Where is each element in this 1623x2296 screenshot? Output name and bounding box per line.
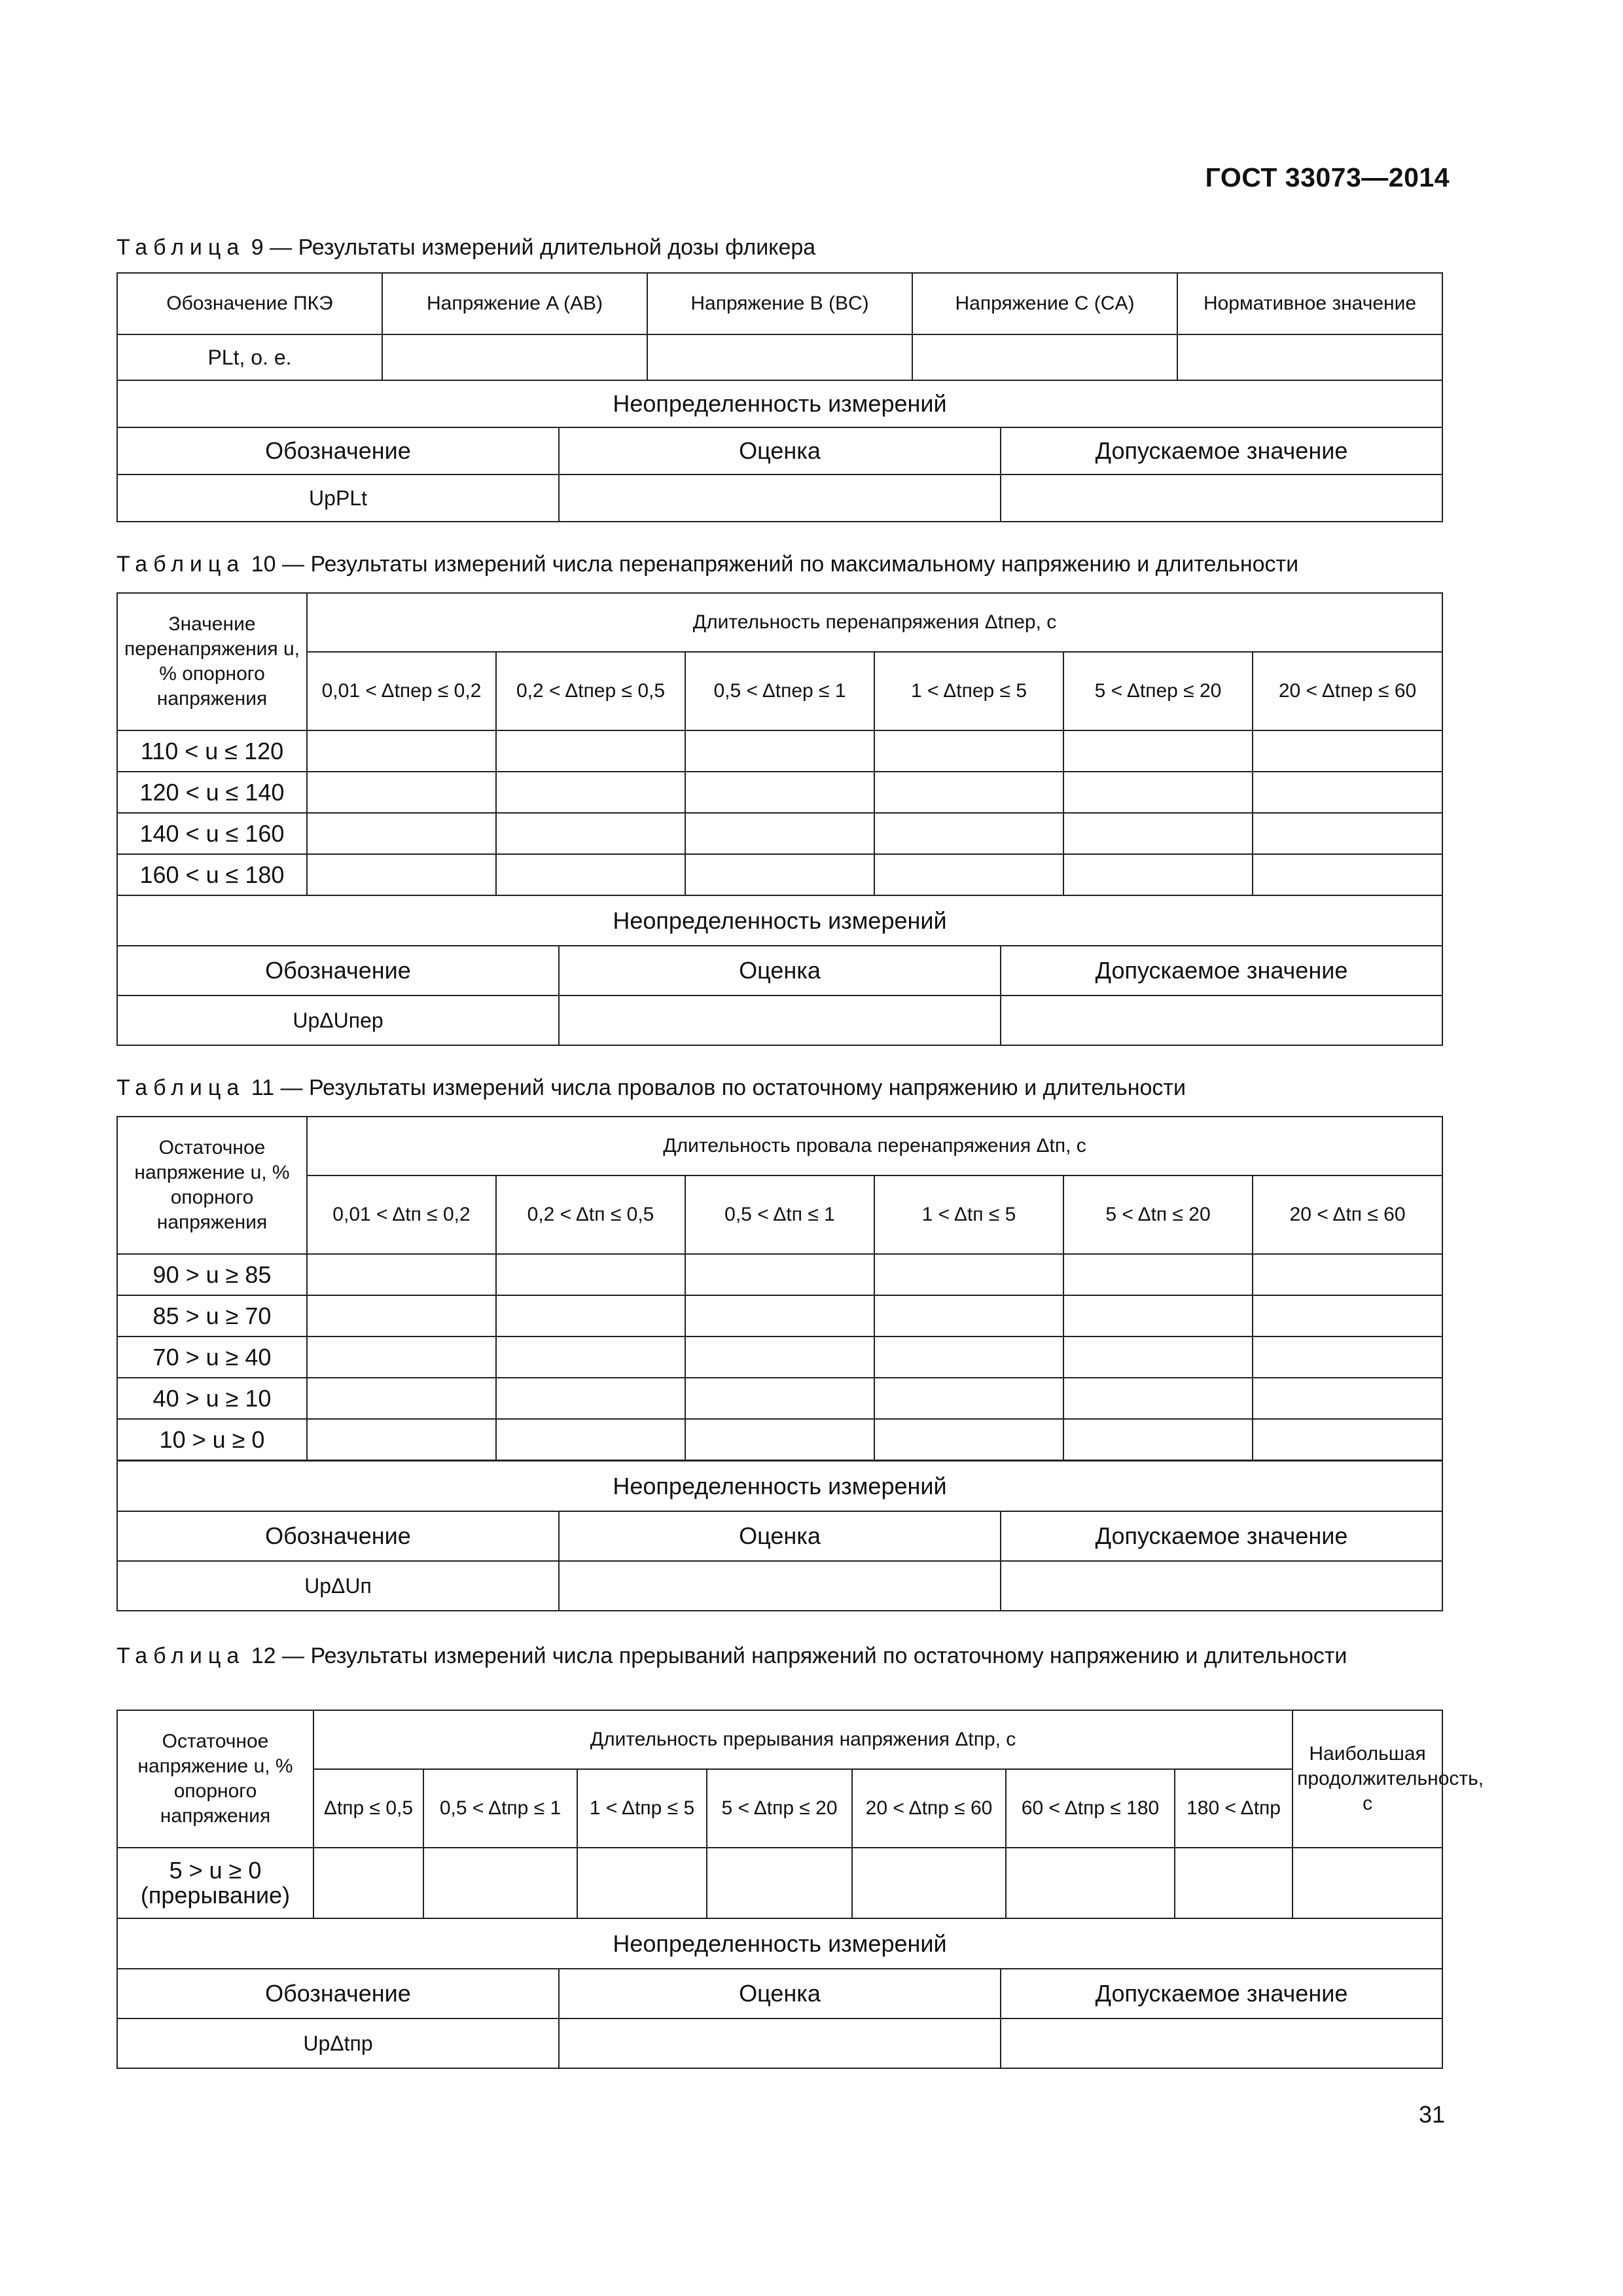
table10-col-header: 20 < Δtпер ≤ 60 (1253, 652, 1442, 730)
table10 (116, 592, 1443, 896)
col-allowed: Допускаемое значение (1001, 1511, 1442, 1561)
table-cell (1177, 334, 1442, 380)
table11-col-header: 1 < Δtп ≤ 5 (874, 1175, 1063, 1254)
table-row (117, 1254, 1442, 1295)
table10-col-header: 5 < Δtпер ≤ 20 (1063, 652, 1253, 730)
table11-row-label: 70 > u ≥ 40 (117, 1336, 307, 1378)
table10-row-label: 140 < u ≤ 160 (117, 813, 307, 854)
table11-row-label: 40 > u ≥ 10 (117, 1378, 307, 1419)
col-designation: Обозначение (117, 1511, 559, 1561)
table12-col-header: 1 < Δtпр ≤ 5 (577, 1769, 707, 1848)
col-allowed: Допускаемое значение (1001, 1969, 1442, 2018)
col-designation: Обозначение (117, 1969, 559, 2018)
table11-row-label: 85 > u ≥ 70 (117, 1295, 307, 1336)
table-row (117, 334, 1442, 380)
table9-header: Напряжение C (CA) (912, 273, 1177, 334)
table10-col-header: 0,01 < Δtпер ≤ 0,2 (307, 652, 496, 730)
uncertainty-title: Неопределенность измерений (117, 1918, 1442, 1969)
col-designation: Обозначение (117, 427, 559, 475)
uncertainty-symbol: UpΔUпер (117, 996, 559, 1045)
table-row (117, 1378, 1442, 1419)
col-allowed: Допускаемое значение (1001, 427, 1442, 475)
uncertainty-title: Неопределенность измерений (117, 380, 1442, 427)
table10-row-label: 120 < u ≤ 140 (117, 772, 307, 813)
table10-row-header: Значение перенапряжения u, % опорного напряжения (117, 593, 307, 730)
table11-row-label: 10 > u ≥ 0 (117, 1419, 307, 1460)
uncertainty-symbol: UpΔUп (117, 1561, 559, 1611)
table-row (117, 730, 1442, 772)
table10-row-label: 110 < u ≤ 120 (117, 730, 307, 772)
uncertainty-symbol: UpΔtпр (117, 2018, 559, 2068)
table-row (117, 813, 1442, 854)
table11-uncertainty (116, 1460, 1443, 1611)
table12-caption: Таблица 12 — Результаты измерений числа прерываний напряжений по остаточному напряжению и длительности (116, 1643, 1347, 1668)
table11-col-header: 0,5 < Δtп ≤ 1 (685, 1175, 874, 1254)
col-estimate: Оценка (559, 946, 1001, 996)
table12 (116, 1710, 1484, 1919)
table9 (116, 272, 1443, 381)
table11-col-header: 20 < Δtп ≤ 60 (1253, 1175, 1442, 1254)
uncertainty-title: Неопределенность измерений (117, 895, 1442, 946)
table10-col-header: 0,2 < Δtпер ≤ 0,5 (496, 652, 685, 730)
table11-caption: Таблица 11 — Результаты измерений числа провалов по остаточному напряжению и длительности (116, 1075, 1186, 1100)
standard-number: ГОСТ 33073—2014 (1205, 162, 1450, 192)
table9-header: Нормативное значение (1177, 273, 1442, 334)
uncertainty-title: Неопределенность измерений (117, 1461, 1442, 1511)
table11-col-header: 0,2 < Δtп ≤ 0,5 (496, 1175, 685, 1254)
page-number: 31 (1418, 2101, 1445, 2128)
table10-caption: Таблица 10 — Результаты измерений числа перенапряжений по максимальному напряжению и длительности (116, 552, 1299, 577)
table9-row-label: PLt, о. е. (117, 334, 382, 380)
table12-col-header: Δtпр ≤ 0,5 (313, 1769, 423, 1848)
table9-header: Обозначение ПКЭ (117, 273, 382, 334)
table9-caption: Таблица 9 — Результаты измерений длительной дозы фликера (116, 235, 816, 260)
table12-col-header: 180 < Δtпр (1175, 1769, 1293, 1848)
table10-group-header: Длительность перенапряжения Δtпер, с (307, 593, 1442, 652)
table9-uncertainty (116, 380, 1443, 522)
table-cell (912, 334, 1177, 380)
table-cell (559, 475, 1001, 522)
table12-uncertainty (116, 1918, 1443, 2069)
col-estimate: Оценка (559, 1969, 1001, 2018)
table12-row-label: 5 > u ≥ 0 (прерывание) (117, 1848, 313, 1918)
table12-col-header: 5 < Δtпр ≤ 20 (707, 1769, 852, 1848)
table11-row-header: Остаточное напряжение u, % опорного напряжения (117, 1117, 307, 1254)
table9-header: Напряжение A (AB) (382, 273, 647, 334)
table12-group-header: Длительность прерывания напряжения Δtпр, с (313, 1710, 1293, 1769)
table12-col-header: 20 < Δtпр ≤ 60 (852, 1769, 1006, 1848)
table11 (116, 1116, 1443, 1461)
table-row (117, 1295, 1442, 1336)
table-cell (1001, 475, 1442, 522)
uncertainty-symbol: UpPLt (117, 475, 559, 522)
table10-col-header: 0,5 < Δtпер ≤ 1 (685, 652, 874, 730)
table12-row-header: Остаточное напряжение u, % опорного напряжения (117, 1710, 313, 1848)
table10-uncertainty (116, 895, 1443, 1046)
table12-col-header: 0,5 < Δtпр ≤ 1 (423, 1769, 577, 1848)
table-row (117, 1848, 1442, 1918)
table12-col-header: 60 < Δtпр ≤ 180 (1006, 1769, 1175, 1848)
table10-col-header: 1 < Δtпер ≤ 5 (874, 652, 1063, 730)
table-cell (382, 334, 647, 380)
table-row (117, 1419, 1442, 1460)
table9-header-row (117, 273, 1442, 334)
table-cell (647, 334, 912, 380)
table11-col-header: 5 < Δtп ≤ 20 (1063, 1175, 1253, 1254)
table11-group-header: Длительность провала перенапряжения Δtп, с (307, 1117, 1442, 1175)
table12-last-header: Наибольшая продолжительность, с (1293, 1710, 1442, 1848)
col-designation: Обозначение (117, 946, 559, 996)
table-row (117, 1336, 1442, 1378)
col-estimate: Оценка (559, 1511, 1001, 1561)
table10-row-label: 160 < u ≤ 180 (117, 854, 307, 895)
table9-header: Напряжение B (BC) (647, 273, 912, 334)
col-estimate: Оценка (559, 427, 1001, 475)
table11-row-label: 90 > u ≥ 85 (117, 1254, 307, 1295)
col-allowed: Допускаемое значение (1001, 946, 1442, 996)
table11-col-header: 0,01 < Δtп ≤ 0,2 (307, 1175, 496, 1254)
table-row (117, 854, 1442, 895)
table-row (117, 772, 1442, 813)
